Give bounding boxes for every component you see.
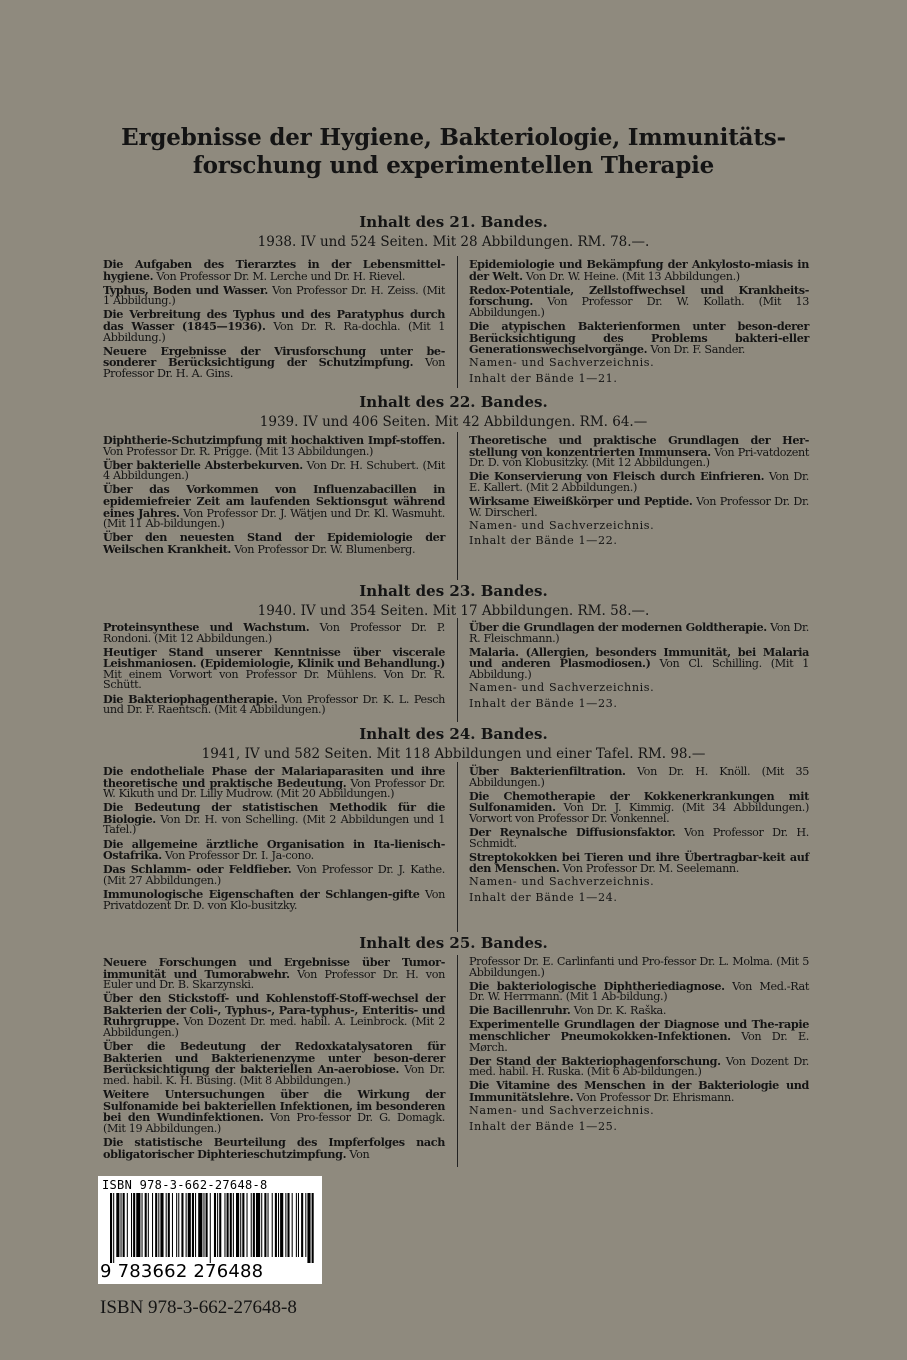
article-entry — [469, 957, 809, 978]
article-authors: Von Dr. med. habil. K. H. Büsing. (Mit 8 Abbildungen.) — [103, 1063, 445, 1087]
article-authors: Von Professor Dr. H. von Euler und Dr. B. Skarzynski. — [103, 967, 445, 992]
article-entry — [103, 691, 445, 717]
article-authors: Von Dr. E. Mørch. — [469, 1030, 809, 1054]
article-authors: Von Dr. H. Knöll. (Mit 35 Abbildungen.) — [469, 765, 809, 789]
article-title: Streptokokken bei Tieren und ihre Übertragbar-keit auf den Menschen. — [469, 849, 809, 876]
article-title: Wirksame Eiweißkörper und Peptide. — [469, 493, 693, 508]
article-entry — [103, 993, 445, 1038]
volume-22-heading: Inhalt des 22. Bandes. — [359, 393, 548, 411]
volume-25-left-column — [103, 957, 445, 1163]
article-entry — [103, 343, 445, 380]
article-entry — [103, 644, 445, 692]
article-entry — [469, 766, 809, 788]
article-title: Über die Grundlagen der modernen Goldtherapie. — [469, 620, 767, 634]
article-authors: Von Professor Dr. W. Blumenberg. — [234, 542, 416, 556]
article-entry — [103, 622, 445, 644]
article-authors: Von Med.-Rat Dr. W. Herrmann. (Mit 1 Ab-bildung.) — [469, 979, 809, 1004]
article-entry — [469, 435, 809, 469]
column-divider — [457, 618, 458, 722]
article-title: Heutiger Stand unserer Kenntnisse über viscerale Leishmaniosen. (Epidemiologie, Klinik und Behandlung.) — [103, 644, 445, 671]
article-authors: Von Professor Dr. H. Zeiss. (Mit 1 Abbildung.) — [103, 283, 445, 308]
article-entry — [469, 1053, 809, 1079]
article-authors: Von Dr. H. von Schelling. (Mit 2 Abbildungen und 1 Tafel.) — [103, 812, 445, 837]
article-title: Die endotheliale Phase der Malariaparasiten und ihre theoretische und praktische Bedeutung. — [103, 764, 445, 790]
volume-23-info: 1940. IV und 354 Seiten. Mit 17 Abbildungen. RM. 58.—. — [257, 603, 650, 619]
article-authors: Von Pri-vatdozent Dr. D. von Klobusitzky. (Mit 12 Abbildungen.) — [469, 445, 809, 470]
article-title: Die Bacillenruhr. — [469, 1003, 571, 1018]
article-authors: Von Dr. J. Kimmig. (Mit 34 Abbildungen.) Vorwort von Professor Dr. Vonkennel. — [469, 801, 809, 825]
article-title: Der Reynalsche Diffusionsfaktor. — [469, 824, 676, 839]
article-title: Proteinsynthese und Wachstum. — [103, 620, 310, 634]
article-title: Der Stand der Bakteriophagenforschung. — [469, 1053, 721, 1068]
article-entry — [103, 435, 445, 457]
article-authors: Von Professor Dr. R. Prigge. (Mit 13 Abbildungen.) — [103, 444, 374, 458]
article-authors: Von Professor Dr. J. Kathe. (Mit 27 Abbildungen.) — [103, 863, 445, 887]
article-title: Über das Vorkommen von Influenzabacillen in epidemiefreier Zeit am laufenden Sektionsgut während eines Jahres. — [103, 482, 445, 520]
article-authors: Von — [349, 1147, 370, 1161]
article-entry — [103, 864, 445, 886]
index-line: Namen- und Sachverzeichnis. — [469, 1104, 655, 1118]
article-entry — [103, 957, 445, 991]
article-title: Die bakteriologische Diphtheriediagnose. — [469, 978, 725, 993]
article-title: Über den neuesten Stand der Epidemiologie der Weilschen Krankheit. — [103, 530, 445, 556]
volume-25-right-column — [469, 957, 809, 1137]
article-title: Experimentelle Grundlagen der Diagnose und The-rapie menschlicher Pneumokokken-Infektionen. — [469, 1017, 809, 1044]
isbn-digits: 9 783662 276488 — [100, 1261, 264, 1282]
article-entry — [103, 1041, 445, 1086]
article-title: Typhus, Boden und Wasser. — [103, 282, 268, 297]
index-line: Inhalt der Bände 1—23. — [469, 696, 618, 710]
article-title: Die allgemeine ärztliche Organisation in Ita-lienisch-Ostafrika. — [103, 836, 445, 863]
column-divider — [457, 432, 458, 580]
series-title-line-1: Ergebnisse der Hygiene, Bakteriologie, Immunitäts- — [121, 124, 786, 151]
article-entry — [103, 309, 445, 343]
barcode-icon — [106, 1193, 316, 1263]
article-entry — [469, 849, 809, 876]
article-title: Über den Stickstoff- und Kohlenstoff-Stoff-wechsel der Bakterien der Coli-, Typhus-, Para-typhus-, Enteritis- und Ruhrgruppe. — [103, 991, 445, 1029]
article-title: Über bakterielle Absterbekurven. — [103, 457, 303, 472]
article-authors: Von Professor Dr. Dr. W. Dirscherl. — [469, 494, 809, 519]
article-entry — [103, 457, 445, 483]
article-authors: Von Dr. W. Heine. (Mit 13 Abbildungen.) — [525, 269, 740, 283]
article-title: Die Verbreitung des Typhus und des Paratyphus durch das Wasser (1845—1936). — [103, 307, 445, 333]
volume-21-heading: Inhalt des 21. Bandes. — [359, 213, 548, 231]
article-authors: Von Dr. F. Sander. — [650, 343, 745, 357]
article-title: Immunologische Eigenschaften der Schlangen-gifte — [103, 886, 420, 901]
index-line: Namen- und Sachverzeichnis. — [469, 356, 655, 370]
volume-23-left-column — [103, 622, 445, 718]
article-authors: Professor Dr. E. Carlinfanti und Pro-fessor Dr. L. Molma. (Mit 5 Abbildungen.) — [469, 955, 809, 979]
article-title: Das Schlamm- oder Feldfieber. — [103, 862, 292, 877]
article-authors: Von Dr. H. Schubert. (Mit 4 Abbildungen.) — [103, 458, 445, 483]
article-entry — [469, 978, 809, 1004]
article-entry — [103, 1134, 445, 1161]
article-authors: Von Dr. R. Ra-dochla. (Mit 1 Abbildung.) — [103, 319, 445, 344]
series-title-line-2: forschung und experimentellen Therapie — [192, 152, 715, 179]
column-divider — [457, 955, 458, 1167]
article-title: Über die Bedeutung der Redoxkatalysatoren für Bakterien und Bakterienenzyme unter beson-derer Berücksichtigung der bakteriellen An-aerobiose. — [103, 1039, 445, 1077]
index-line: Inhalt der Bände 1—21. — [469, 371, 618, 385]
article-title: Die atypischen Bakterienformen unter beson-derer Berücksichtigung des Problems bakteri-eller Generationswechselvorgänge. — [469, 318, 809, 357]
article-entry — [469, 259, 809, 282]
article-authors: Von Professor Dr. P. Rondoni. (Mit 12 Abbildungen.) — [103, 621, 445, 645]
isbn-label-top: ISBN 978-3-662-27648-8 — [102, 1178, 268, 1192]
article-authors: Von Professor Dr. K. L. Pesch und Dr. F. Raentsch. (Mit 4 Abbildungen.) — [103, 692, 445, 717]
volume-21-right-column — [469, 259, 809, 389]
article-title: Neuere Forschungen und Ergebnisse über Tumor-immunität und Tumorabwehr. — [103, 955, 445, 981]
article-entry — [469, 1005, 809, 1017]
article-entry — [469, 788, 809, 825]
article-authors: Von Dozent Dr. med. habil. H. Ruska. (Mit 6 Ab-bildungen.) — [469, 1054, 809, 1079]
article-title: Redox-Potentiale, Zellstoffwechsel und Krankheits-forschung. — [469, 282, 809, 309]
article-title: Weitere Untersuchungen über die Wirkung der Sulfonamide bei bakteriellen Infektionen, im besonderen bei den Wundinfektionen. — [103, 1087, 445, 1125]
article-authors: Von Cl. Schilling. (Mit 1 Abbildung.) — [469, 657, 809, 681]
article-entry — [103, 766, 445, 800]
isbn-barcode-box — [98, 1176, 322, 1284]
article-title: Diphtherie-Schutzimpfung mit hochaktiven Impf-stoffen. — [103, 433, 445, 447]
article-authors: Von Dr. E. Kallert. (Mit 2 Abbildungen.) — [469, 470, 809, 494]
article-authors: Von Professor Dr. I. Ja-cono. — [165, 849, 314, 863]
volume-24-right-column — [469, 766, 809, 909]
volume-23-heading: Inhalt des 23. Bandes. — [359, 582, 548, 600]
article-authors: Von Professor Dr. W. Kikuth und Dr. Lilly Mudrow. (Mit 20 Abbildungen.) — [103, 776, 445, 801]
article-authors: Von Professor Dr. W. Kollath. (Mit 13 Abbildungen.) — [469, 295, 809, 319]
index-line: Inhalt der Bände 1—24. — [469, 890, 618, 904]
article-title: Theoretische und praktische Grundlagen der Her-stellung von konzentrierten Immunsera. — [469, 433, 809, 459]
article-entry — [103, 282, 445, 308]
article-entry — [469, 644, 809, 681]
index-line: Inhalt der Bände 1—25. — [469, 1119, 618, 1133]
article-entry — [103, 802, 445, 836]
isbn-label-bottom: ISBN 978-3-662-27648-8 — [100, 1297, 297, 1318]
article-entry — [469, 1019, 809, 1053]
volume-21-left-column — [103, 259, 445, 382]
article-authors: Mit einem Vorwort von Professor Dr. Mühlens. Von Dr. R. Schütt. — [103, 667, 445, 692]
article-entry — [103, 259, 445, 282]
article-authors: Von Pro-fessor Dr. G. Domagk. (Mit 19 Abbildungen.) — [103, 1111, 445, 1135]
article-entry — [103, 484, 445, 529]
article-title: Über Bakterienfiltration. — [469, 764, 626, 778]
article-authors: Von Professor Dr. Ehrismann. — [576, 1091, 735, 1105]
article-authors: Von Dr. K. Raška. — [573, 1004, 667, 1018]
article-title: Die Bakteriophagentherapie. — [103, 691, 278, 706]
article-authors: Von Privatdozent Dr. D. von Klo-busitzky. — [103, 887, 445, 912]
article-entry — [469, 471, 809, 493]
index-line: Inhalt der Bände 1—22. — [469, 534, 618, 548]
article-authors: Von Professor Dr. M. Lerche und Dr. H. Rievel. — [156, 269, 406, 283]
column-divider — [457, 762, 458, 932]
series-title — [60, 124, 847, 180]
article-entry — [103, 532, 445, 555]
article-entry — [469, 318, 809, 357]
volume-21-info: 1938. IV und 524 Seiten. Mit 28 Abbildungen. RM. 78.—. — [257, 234, 650, 250]
volume-22-left-column — [103, 435, 445, 558]
volume-25-heading: Inhalt des 25. Bandes. — [359, 934, 548, 952]
article-entry — [469, 824, 809, 850]
article-authors: Von Professor Dr. M. Seelemann. — [562, 862, 739, 876]
index-line: Namen- und Sachverzeichnis. — [469, 680, 655, 694]
volume-22-right-column — [469, 435, 809, 552]
article-title: Die Konservierung von Fleisch durch Einfrieren. — [469, 469, 765, 484]
article-authors: Von Dozent Dr. med. habil. A. Leinbrock. (Mit 2 Abbildungen.) — [103, 1015, 445, 1040]
article-authors: Von Professor Dr. J. Wätjen und Dr. Kl. Wasmuht. (Mit 11 Ab-bildungen.) — [103, 506, 445, 531]
volume-23-right-column — [469, 622, 809, 714]
article-title: Malaria. (Allergien, besonders Immunität, bei Malaria und anderen Plasmodiosen.) — [469, 644, 809, 671]
index-line: Namen- und Sachverzeichnis. — [469, 518, 655, 532]
article-title: Die Vitamine des Menschen in der Bakteriologie und Immunitätslehre. — [469, 1078, 809, 1105]
article-authors: Von Dr. R. Fleischmann.) — [469, 621, 809, 645]
article-title: Neuere Ergebnisse der Virusforschung unter be-sonderer Berücksichtigung der Schutzimpfung. — [103, 343, 445, 370]
index-line: Namen- und Sachverzeichnis. — [469, 875, 655, 889]
article-authors: Von Professor Dr. H. A. Gins. — [103, 356, 445, 380]
article-entry — [469, 282, 809, 319]
volume-24-heading: Inhalt des 24. Bandes. — [359, 725, 548, 743]
article-title: Die Chemotherapie der Kokkenerkrankungen mit Sulfonamiden. — [469, 788, 809, 815]
column-divider — [457, 256, 458, 388]
article-title: Die Bedeutung der statistischen Methodik für die Biologie. — [103, 800, 445, 826]
article-entry — [103, 836, 445, 863]
volume-22-info: 1939. IV und 406 Seiten. Mit 42 Abbildungen. RM. 64.— — [259, 414, 648, 430]
volume-24-left-column — [103, 766, 445, 914]
article-entry — [469, 493, 809, 519]
article-entry — [103, 886, 445, 912]
article-entry — [469, 1080, 809, 1103]
article-title: Epidemiologie und Bekämpfung der Ankylosto-miasis in der Welt. — [469, 257, 809, 283]
article-title: Die statistische Beurteilung des Impferfolges nach obligatorischer Diphterieschutzimpfung. — [103, 1134, 445, 1161]
article-entry — [103, 1089, 445, 1134]
article-entry — [469, 622, 809, 644]
article-title: Die Aufgaben des Tierarztes in der Lebensmittel-hygiene. — [103, 257, 445, 283]
article-authors: Von Professor Dr. H. Schmidt. — [469, 825, 809, 850]
volume-24-info: 1941, IV und 582 Seiten. Mit 118 Abbildungen und einer Tafel. RM. 98.— — [201, 746, 706, 762]
